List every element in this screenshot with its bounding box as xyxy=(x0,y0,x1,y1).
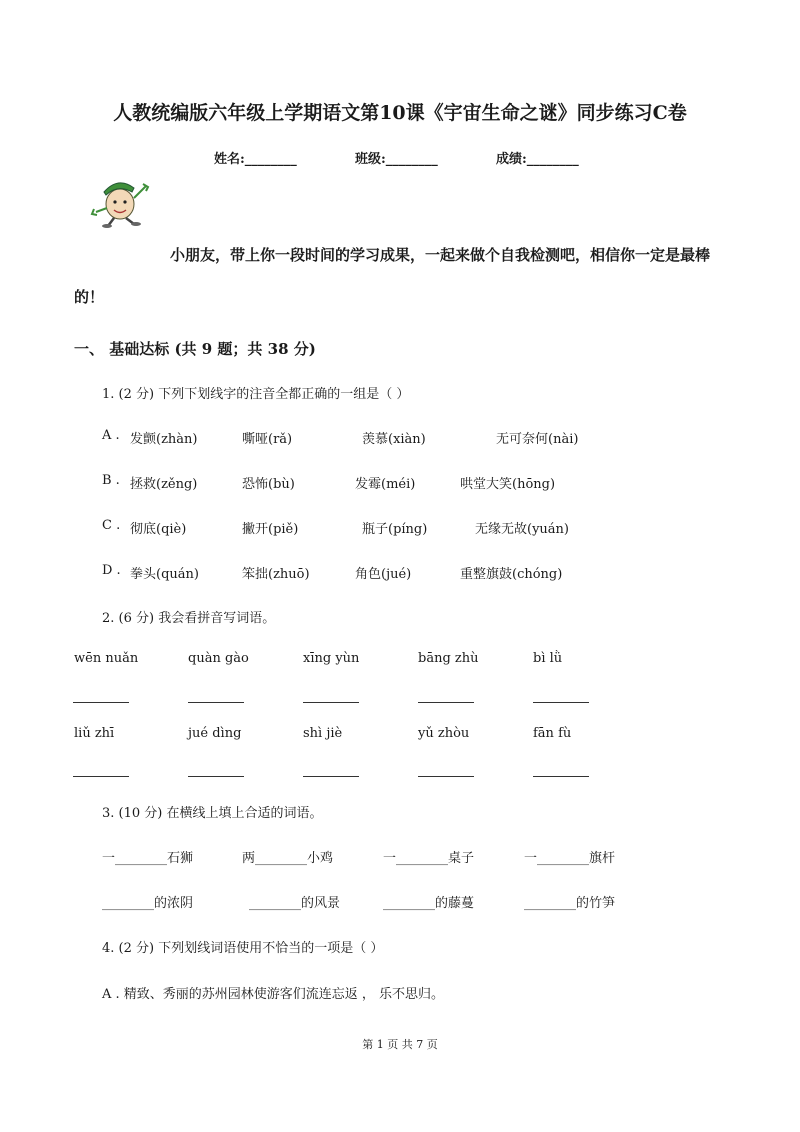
fill-in-item[interactable]: ________的竹笋 xyxy=(524,896,616,911)
q1-option-d-item: 拳头(quán) xyxy=(130,567,199,582)
question-2-stem: 2. (6 分) 我会看拼音写词语。 xyxy=(102,611,276,626)
fill-in-item[interactable]: ________的浓阴 xyxy=(102,896,194,911)
q1-option-c-item: 瓶子(píng) xyxy=(362,522,428,537)
pinyin-prompt: yǔ zhòu xyxy=(418,726,470,741)
fill-in-item[interactable]: 两________小鸡 xyxy=(242,851,334,866)
q1-option-d-item: 角色(jué) xyxy=(355,567,412,582)
answer-blank[interactable] xyxy=(533,776,589,777)
q1-option-d-item: 重整旗鼓(chóng) xyxy=(460,567,563,582)
answer-blank[interactable] xyxy=(73,702,129,703)
name-field: 姓名:________ xyxy=(214,152,297,167)
pinyin-prompt: bì lǜ xyxy=(533,651,563,666)
answer-blank[interactable] xyxy=(418,702,474,703)
q1-option-a-item: 嘶哑(rǎ) xyxy=(242,432,293,447)
fill-in-item[interactable]: ________的藤蔓 xyxy=(383,896,475,911)
page-title: 人教统编版六年级上学期语文第10课《宇宙生命之谜》同步练习C卷 xyxy=(113,102,687,124)
pinyin-prompt: quàn gào xyxy=(188,651,249,666)
answer-blank[interactable] xyxy=(188,702,244,703)
answer-blank[interactable] xyxy=(73,776,129,777)
question-1-stem: 1. (2 分) 下列下划线字的注音全都正确的一组是（ ） xyxy=(102,387,410,402)
question-3-stem: 3. (10 分) 在横线上填上合适的词语。 xyxy=(102,806,323,821)
q1-option-b-label: B . xyxy=(102,473,120,488)
answer-blank[interactable] xyxy=(418,776,474,777)
pinyin-prompt: jué dìng xyxy=(188,726,242,741)
fill-in-item[interactable]: 一________石狮 xyxy=(102,851,194,866)
fill-in-item[interactable]: ________的风景 xyxy=(249,896,341,911)
fill-in-item[interactable]: 一________旗杆 xyxy=(524,851,616,866)
pinyin-prompt: wēn nuǎn xyxy=(74,651,139,666)
page-footer: 第 1 页 共 7 页 xyxy=(362,1038,438,1051)
q1-option-b-item: 发霉(méi) xyxy=(355,477,416,492)
pinyin-prompt: shì jiè xyxy=(303,726,343,741)
intro-line-1: 小朋友，带上你一段时间的学习成果，一起来做个自我检测吧，相信你一定是最棒 xyxy=(170,246,711,264)
pinyin-prompt: fān fù xyxy=(533,726,572,741)
q1-option-b-item: 哄堂大笑(hōng) xyxy=(460,477,556,492)
fill-in-item[interactable]: 一________桌子 xyxy=(383,851,475,866)
score-field: 成绩:________ xyxy=(496,152,579,167)
class-field: 班级:________ xyxy=(355,152,438,167)
q1-option-b-item: 恐怖(bù) xyxy=(242,477,295,492)
q1-option-d-label: D . xyxy=(102,563,121,578)
pinyin-prompt: liǔ zhī xyxy=(74,726,115,741)
answer-blank[interactable] xyxy=(188,776,244,777)
answer-blank[interactable] xyxy=(303,702,359,703)
q1-option-a-label: A . xyxy=(102,428,120,443)
q4-option-a: A . 精致、秀丽的苏州园林使游客们流连忘返 ， 乐不思归。 xyxy=(102,987,445,1002)
mascot-illustration xyxy=(88,172,158,228)
q1-option-c-item: 无缘无故(yuán) xyxy=(475,522,569,537)
q1-option-c-item: 彻底(qiè) xyxy=(130,522,187,537)
q1-option-a-item: 羡慕(xiàn) xyxy=(362,432,426,447)
answer-blank[interactable] xyxy=(303,776,359,777)
pinyin-prompt: xīng yùn xyxy=(303,651,360,666)
section-heading: 一、 基础达标 (共 9 题；共 38 分) xyxy=(74,340,316,358)
q1-option-d-item: 笨拙(zhuō) xyxy=(242,567,310,582)
q1-option-c-label: C . xyxy=(102,518,121,533)
question-4-stem: 4. (2 分) 下列划线词语使用不恰当的一项是（ ） xyxy=(102,941,384,956)
q1-option-a-item: 发颤(zhàn) xyxy=(130,432,198,447)
q1-option-c-item: 撇开(piě) xyxy=(242,522,299,537)
q1-option-a-item: 无可奈何(nài) xyxy=(496,432,579,447)
pinyin-prompt: bāng zhù xyxy=(418,651,479,666)
answer-blank[interactable] xyxy=(533,702,589,703)
intro-line-2: 的！ xyxy=(74,288,105,306)
q1-option-b-item: 拯救(zěng) xyxy=(130,477,198,492)
